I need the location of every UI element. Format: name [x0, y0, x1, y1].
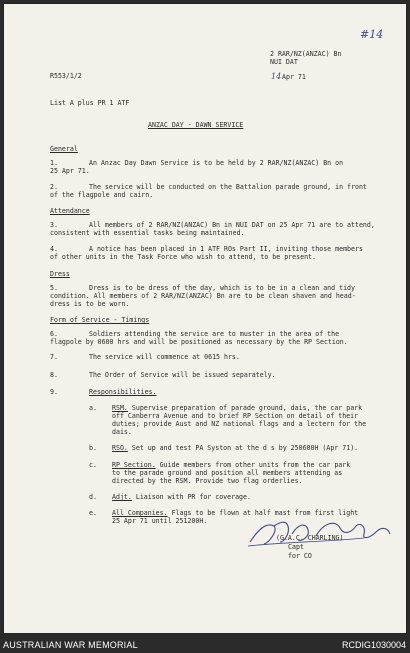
sub-para-e-line-2: 25 Apr 71 until 251200H.: [112, 517, 208, 525]
para-5-line-2: condition. All members of 2 RAR/NZ(ANZAC) Bn are to be clean shaven and head-: [50, 292, 356, 300]
para-4-line-1: A notice has been placed in 1 ATF ROs Part II, inviting those members: [89, 245, 363, 253]
sub-para-c-line-2: to the parade ground and position all members attending as: [112, 469, 343, 477]
sub-para-a-line-3: duties; provide Aust and NZ national flags and a lectern for the: [112, 420, 367, 428]
para-1-line-2: 25 Apr 71.: [50, 167, 90, 175]
unit-name: 2 RAR/NZ(ANZAC) Bn: [270, 50, 342, 58]
responsible-party: All Companies.: [112, 509, 168, 517]
unit-location: NUI DAT: [270, 58, 298, 66]
section-heading-dress: Dress: [50, 270, 70, 278]
distribution-list: List A plus PR 1 ATF: [50, 99, 130, 107]
sub-para-letter: e.: [89, 509, 97, 517]
sub-para-letter: c.: [89, 461, 97, 469]
handwritten-signature: [244, 512, 394, 552]
para-7-line-1: The service will commence at 0615 hrs.: [89, 353, 240, 361]
para-4-line-2: of other units in the Task Force who wish to attend, to be present.: [50, 253, 316, 261]
para-5-line-3: dress is to be worn.: [50, 300, 130, 308]
para-3-line-1: All members of 2 RAR/NZ(ANZAC) Bn in NUI DAT on 25 Apr 71 are to attend,: [89, 221, 375, 229]
sub-para-c-line-3: directed by the RSM. Provide two flag orderlies.: [112, 477, 303, 485]
para-6-line-1: Soldiers attending the service are to muster in the area of the: [89, 330, 340, 338]
para-number: 9.: [50, 388, 58, 396]
para-number: 4.: [50, 245, 58, 253]
document-title: ANZAC DAY - DAWN SERVICE: [148, 121, 244, 129]
para-3-line-2: consistent with essential tasks being maintained.: [50, 229, 245, 237]
archive-id: RCDIG1030004: [341, 640, 406, 650]
sub-para-c-line-1: Guide members from other units from the car park: [159, 461, 351, 469]
sub-para-a-line-2: off Canberra Avenue and to brief RP Section on detail of their: [112, 412, 359, 420]
section-heading-form-of-service: Form of Service - Timings: [50, 316, 150, 324]
para-number: 5.: [50, 284, 58, 292]
handwritten-day: 14: [271, 72, 282, 81]
sub-para-a-line-4: dais.: [112, 428, 132, 436]
para-number: 8.: [50, 371, 58, 379]
sub-para-letter: b.: [89, 444, 97, 452]
responsible-party: RP Section.: [112, 461, 156, 469]
signatory-rank: Capt: [288, 543, 304, 551]
sub-para-b-line-1: Set up and test PA Syston at the d s by 250600H (Apr 71).: [131, 444, 359, 452]
para-number: 3.: [50, 221, 58, 229]
sub-para-d-line-1: Liaison with PR for coverage.: [135, 493, 251, 501]
page-mark: #14: [360, 28, 384, 41]
file-reference: R553/1/2: [50, 72, 82, 80]
para-number: 2.: [50, 183, 58, 191]
sub-para-letter: d.: [89, 493, 97, 501]
signatory-for: for CO: [288, 552, 312, 560]
para-8-line-1: The Order of Service will be issued separately.: [89, 371, 276, 379]
sub-para-e-line-1: Flags to be flown at half mast from first light: [171, 509, 359, 517]
section-heading-attendance: Attendance: [50, 207, 90, 215]
para-number: 7.: [50, 353, 58, 361]
archive-name: AUSTRALIAN WAR MEMORIAL: [3, 640, 138, 650]
para-2-line-2: of the flagpole and cairn.: [50, 191, 154, 199]
para-number: 6.: [50, 330, 58, 338]
responsible-party: Adjt.: [112, 493, 132, 501]
para-1-line-1: An Anzac Day Dawn Service is to be held by 2 RAR/NZ(ANZAC) Bn on: [89, 159, 344, 167]
archive-footer: [0, 636, 410, 653]
document-date: Apr 71: [282, 73, 306, 81]
para-5-line-1: Dress is to be dress of the day, which is to be in a clean and tidy: [89, 284, 355, 292]
signatory-name: (G.A.C. CHARLING): [276, 534, 344, 542]
para-6-line-2: flagpole by 0600 hrs and will be positioned as necessary by the RP Section.: [50, 338, 348, 346]
section-heading-general: General: [50, 145, 78, 153]
responsible-party: RSM.: [112, 404, 128, 412]
sub-para-letter: a.: [89, 404, 97, 412]
document-page: [4, 4, 406, 633]
para-2-line-1: The service will be conducted on the Battalion parade ground, in front: [89, 183, 367, 191]
sub-para-a-line-1: Supervise preparation of parade ground, dais, the car park: [131, 404, 363, 412]
responsibilities-heading: Responsibilities.: [89, 388, 157, 396]
para-number: 1.: [50, 159, 58, 167]
responsible-party: RSO.: [112, 444, 128, 452]
